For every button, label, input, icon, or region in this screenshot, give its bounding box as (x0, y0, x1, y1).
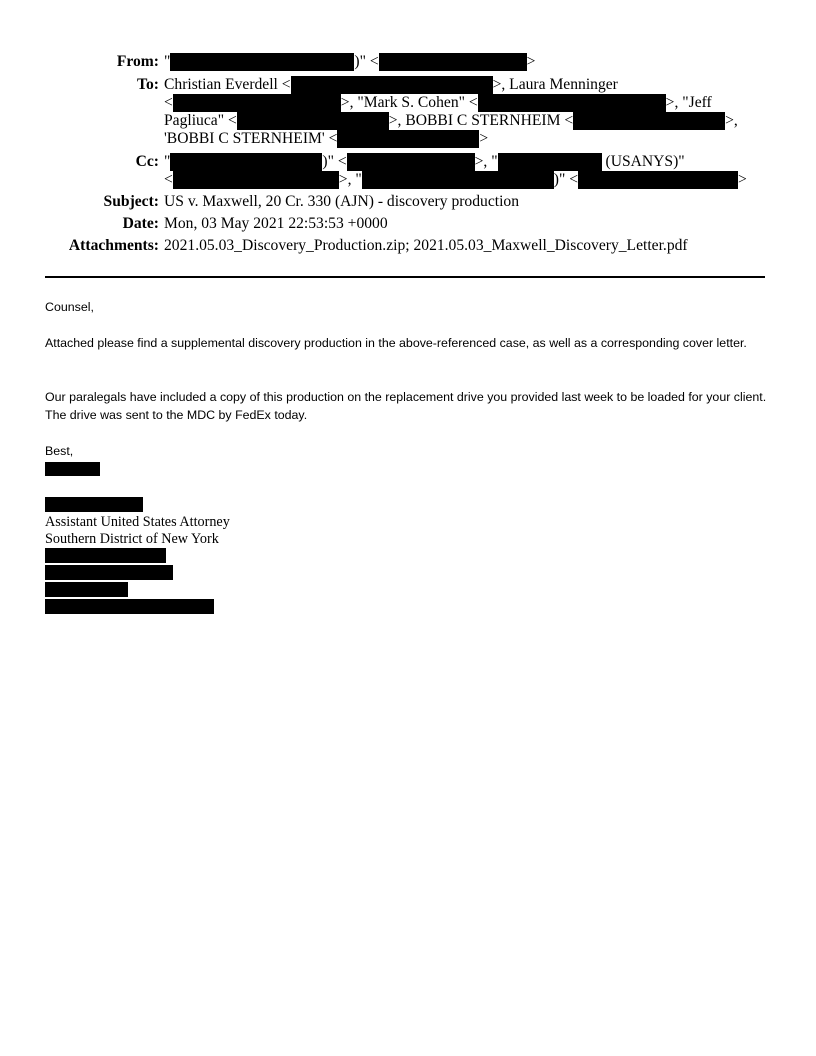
redaction-block (170, 153, 322, 171)
redaction-block (237, 112, 389, 130)
to-line-3: Pagliuca" < >, BOBBI C STERNHEIM < >, (164, 112, 738, 129)
redaction-block (173, 171, 339, 189)
redaction-block (173, 94, 341, 112)
redaction-block (362, 171, 554, 189)
signature-office: Southern District of New York (45, 531, 219, 547)
paragraph-1: Attached please find a supplemental discovery production in the above-referenced case, as well as a corresponding cover letter. (45, 336, 747, 350)
cc-line-1: " )" < >, " (USANYS)" (164, 153, 685, 170)
redaction-block (478, 94, 666, 112)
closing: Best, (45, 444, 74, 458)
redaction-block (337, 130, 479, 148)
subject-value: US v. Maxwell, 20 Cr. 330 (AJN) - discovery production (164, 193, 520, 210)
to-line-4: 'BOBBI C STERNHEIM' < > (164, 130, 489, 147)
attachments-value: 2021.05.03_Discovery_Production.zip; 2021.05.03_Maxwell_Discovery_Letter.pdf (164, 237, 688, 254)
redaction-block (347, 153, 475, 171)
to-label: To: (137, 76, 159, 93)
to-line-2: < >, "Mark S. Cohen" < >, "Jeff (164, 94, 712, 111)
redaction-block (578, 171, 738, 189)
redaction-block (379, 53, 527, 71)
attachments-label: Attachments: (68, 237, 159, 254)
cc-label: Cc: (135, 153, 159, 170)
to-line-1: Christian Everdell < >, Laura Menninger (164, 76, 618, 93)
redacted-address-line-2 (45, 565, 173, 580)
redaction-block (498, 153, 602, 171)
greeting: Counsel, (45, 300, 94, 314)
from-line: " )" < > (164, 53, 536, 70)
redacted-name (45, 462, 100, 476)
redacted-address-line-1 (45, 548, 166, 563)
date-value: Mon, 03 May 2021 22:53:53 +0000 (164, 215, 388, 232)
header-divider (45, 276, 765, 278)
paragraph-2: Our paralegals have included a copy of this production on the replacement drive you provided last week to be loaded for your client. The drive was sent to the MDC by FedEx today. (45, 390, 767, 422)
redaction-block (291, 76, 493, 94)
signature-title: Assistant United States Attorney (45, 514, 230, 530)
cc-line-2: < >, " )" < > (164, 171, 747, 188)
date-label: Date: (122, 215, 159, 232)
redacted-signature-name (45, 497, 143, 512)
from-label: From: (116, 53, 159, 70)
redaction-block (573, 112, 725, 130)
redaction-block (170, 53, 354, 71)
subject-label: Subject: (103, 193, 159, 210)
redacted-phone (45, 582, 128, 597)
redacted-email (45, 599, 214, 614)
